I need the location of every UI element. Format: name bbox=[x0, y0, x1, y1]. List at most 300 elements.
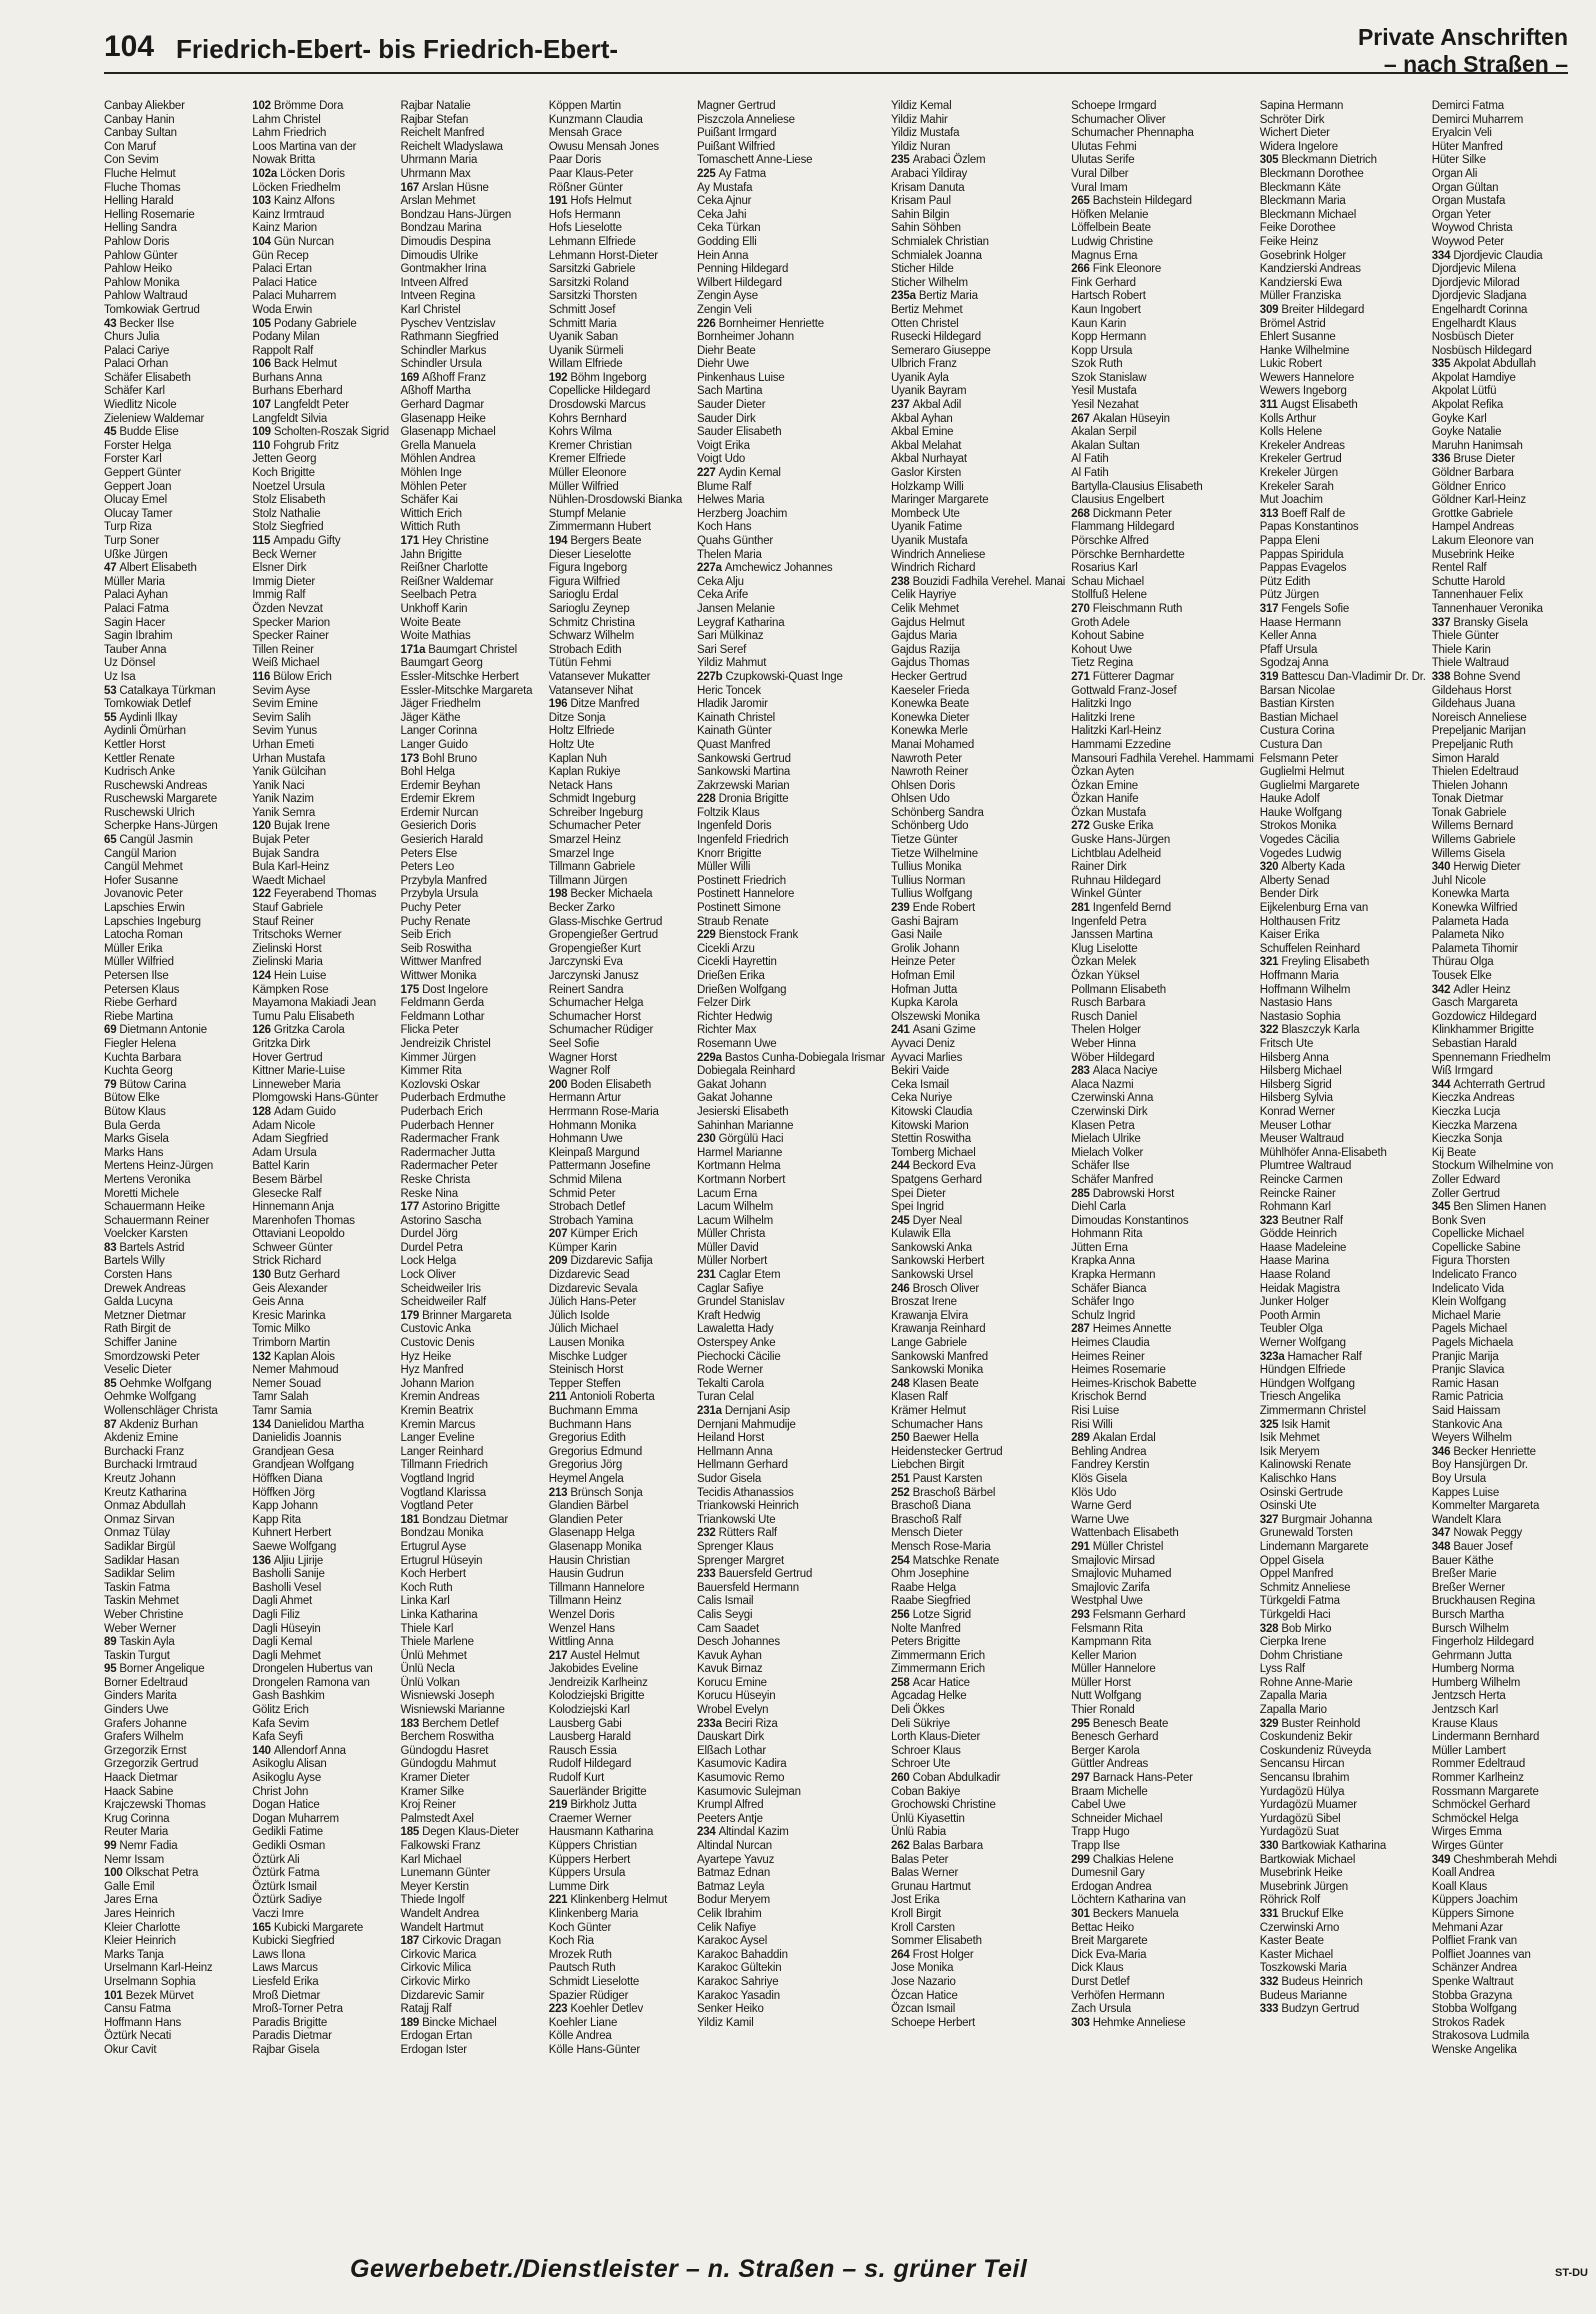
address-entry: Craemer Werner bbox=[548, 1812, 632, 1825]
address-entry: Sankowski Herbert bbox=[891, 1255, 985, 1268]
address-entry: Seelbach Petra bbox=[400, 589, 477, 602]
house-number: 333 bbox=[1259, 2003, 1279, 2016]
address-entry: Stockum Wilhelmine von bbox=[1431, 1160, 1554, 1173]
address-entry: Reinert Sandra bbox=[548, 983, 624, 996]
address-entry: Heinze Peter bbox=[891, 956, 956, 969]
address-entry: Bütow Elke bbox=[104, 1092, 160, 1105]
address-entry: Uyanik Mustafa bbox=[891, 535, 968, 547]
address-entry: Koall Klaus bbox=[1431, 1880, 1488, 1893]
house-number: 248 bbox=[891, 1377, 910, 1390]
address-entry: Strobach Detlef bbox=[548, 1201, 626, 1214]
address-entry: Jost Erika bbox=[891, 1894, 940, 1907]
address-entry: Ohlsen Doris bbox=[891, 779, 956, 792]
address-entry: Helling Sandra bbox=[104, 222, 177, 235]
address-entry: Löchtern Katharina van bbox=[1071, 1894, 1186, 1907]
address-entry: Bondzau Hans-Jürgen bbox=[400, 208, 512, 221]
address-entry: Pautsch Ruth bbox=[548, 1962, 616, 1975]
address-entry: Korucu Hüseyin bbox=[697, 1690, 776, 1703]
address-entry: Gashi Bajram bbox=[891, 915, 959, 928]
address-entry: Ünlü Necla bbox=[400, 1663, 455, 1676]
address-entry: Klasen Ralf bbox=[891, 1391, 948, 1404]
address-entry: Karakoc Sahriye bbox=[697, 1975, 779, 1988]
header-divider bbox=[104, 72, 1568, 74]
address-entry: Ohm Josephine bbox=[891, 1568, 969, 1581]
address-entry: Akalan Sultan bbox=[1071, 439, 1140, 452]
house-number: 328 bbox=[1259, 1622, 1279, 1635]
address-entry: Riebe Gerhard bbox=[104, 997, 177, 1010]
address-entry: Palameta Tihomir bbox=[1431, 942, 1519, 955]
address-entry: Uhrmann Max bbox=[400, 167, 471, 180]
address-entry: Copellicke Hildegard bbox=[548, 385, 651, 398]
address-entry: 291 Müller Christel bbox=[1071, 1540, 1164, 1553]
address-entry: Kaster Beate bbox=[1259, 1935, 1324, 1948]
address-entry: Mayamona Makiadi Jean bbox=[252, 997, 376, 1010]
address-entry: Puchy Renate bbox=[400, 915, 471, 928]
address-entry: Veselic Dieter bbox=[104, 1364, 172, 1377]
address-entry: Manai Mohamed bbox=[891, 738, 975, 751]
house-number: 285 bbox=[1071, 1187, 1090, 1200]
address-entry: Glandien Bärbel bbox=[548, 1500, 629, 1513]
address-entry: Raabe Helga bbox=[891, 1581, 956, 1594]
address-entry: 221 Klinkenberg Helmut bbox=[548, 1894, 668, 1907]
address-entry: Maringer Margarete bbox=[891, 494, 989, 507]
address-entry: Helwes Maria bbox=[697, 494, 765, 507]
house-number: 209 bbox=[548, 1255, 568, 1268]
address-entry: Schmitz Anneliese bbox=[1259, 1581, 1351, 1594]
address-entry: Haase Madeleine bbox=[1259, 1241, 1347, 1254]
house-number: 338 bbox=[1431, 670, 1451, 683]
address-entry: Cangül Mehmet bbox=[104, 861, 183, 874]
address-entry: Akpolat Lütfü bbox=[1431, 385, 1497, 398]
address-entry: Coban Bakiye bbox=[891, 1785, 961, 1798]
address-entry: Rappolt Ralf bbox=[252, 344, 314, 357]
address-entry: Durdel Jörg bbox=[400, 1228, 458, 1241]
address-entry: 69 Dietmann Antonie bbox=[104, 1024, 207, 1037]
address-entry: Calis Seygi bbox=[697, 1608, 753, 1621]
address-entry: Hyz Heike bbox=[400, 1350, 452, 1363]
address-entry: Kafa Seyfi bbox=[252, 1731, 303, 1744]
address-entry: Gozdowicz Hildegard bbox=[1431, 1010, 1537, 1023]
address-entry: Schänzer Andrea bbox=[1431, 1962, 1517, 1975]
address-entry: Richter Hedwig bbox=[697, 1010, 773, 1023]
address-entry: 285 Dabrowski Horst bbox=[1071, 1187, 1175, 1200]
address-entry: Herzberg Joachim bbox=[697, 507, 788, 520]
address-entry: Gakat Johanne bbox=[697, 1092, 773, 1105]
address-entry: Maruhn Hanimsah bbox=[1431, 439, 1523, 452]
address-entry: Kainath Günter bbox=[697, 725, 772, 738]
address-entry: Risi Willi bbox=[1071, 1418, 1113, 1431]
address-entry: Deli Sükriye bbox=[891, 1717, 950, 1730]
address-entry: Kapp Rita bbox=[252, 1513, 301, 1526]
address-entry: Müller Wilfried bbox=[104, 956, 174, 969]
house-number: 321 bbox=[1259, 956, 1279, 969]
house-number: 191 bbox=[548, 195, 568, 208]
address-entry: 309 Breiter Hildegard bbox=[1259, 303, 1365, 316]
address-entry: Uyanik Sürmeli bbox=[548, 344, 624, 357]
address-entry: Rohmann Karl bbox=[1259, 1201, 1331, 1214]
address-entry: Kavuk Birnaz bbox=[697, 1663, 763, 1676]
address-entry: Pollmann Elisabeth bbox=[1071, 983, 1167, 996]
address-entry: Quast Manfred bbox=[697, 738, 771, 751]
address-entry: Felsmann Rita bbox=[1071, 1622, 1143, 1635]
address-entry: 329 Buster Reinhold bbox=[1259, 1717, 1361, 1730]
address-entry: Hein Anna bbox=[697, 249, 749, 262]
address-entry: Pütz Edith bbox=[1259, 575, 1311, 588]
address-entry: Wollenschläger Christa bbox=[104, 1405, 218, 1417]
address-entry: 128 Adam Guido bbox=[252, 1105, 336, 1118]
address-entry: Schmöckel Helga bbox=[1431, 1812, 1519, 1825]
address-entry: Stolz Siegfried bbox=[252, 521, 324, 534]
address-entry: Zimmermann Erich bbox=[891, 1663, 985, 1676]
address-entry: Lehmann Elfriede bbox=[548, 235, 636, 248]
address-entry: Sapina Hermann bbox=[1259, 100, 1344, 112]
address-entry: Teubler Olga bbox=[1259, 1323, 1323, 1336]
address-entry: Krisam Danuta bbox=[891, 181, 965, 194]
address-entry: Cirkovic Marica bbox=[400, 1948, 477, 1961]
address-entry: Jose Monika bbox=[891, 1962, 954, 1975]
address-entry: Woywod Christa bbox=[1431, 222, 1513, 235]
address-entry: Hecker Gertrud bbox=[891, 670, 967, 683]
address-entry: Konewka Wilfried bbox=[1431, 902, 1518, 915]
address-entry: Nastasio Hans bbox=[1259, 997, 1332, 1010]
address-entry: Galle Emil bbox=[104, 1880, 155, 1893]
address-entry: Kresic Marinka bbox=[252, 1309, 326, 1322]
address-entry: Kremin Andreas bbox=[400, 1391, 480, 1404]
address-entry: Ludwig Christine bbox=[1071, 235, 1153, 248]
address-entry: 43 Becker Ilse bbox=[104, 317, 175, 330]
address-entry: Schroer Ute bbox=[891, 1758, 951, 1771]
address-entry: 185 Degen Klaus-Dieter bbox=[400, 1826, 519, 1839]
address-entry: Harmel Marianne bbox=[697, 1146, 783, 1159]
address-entry: Hofman Emil bbox=[891, 970, 955, 982]
address-entry: Breit Margarete bbox=[1071, 1935, 1148, 1948]
address-entry: Wisniewski Marianne bbox=[400, 1704, 505, 1717]
address-entry: Sadiklar Birgül bbox=[104, 1540, 176, 1553]
house-number: 171 bbox=[400, 535, 420, 547]
address-entry: Benesch Gerhard bbox=[1071, 1731, 1159, 1744]
address-entry: Cierpka Irene bbox=[1259, 1636, 1327, 1649]
address-entry: Tomaschett Anne-Liese bbox=[697, 154, 813, 167]
address-entry: Wandelt Andrea bbox=[400, 1907, 480, 1920]
address-entry: 229 Bienstock Frank bbox=[697, 929, 799, 942]
address-entry: Karakoc Yasadin bbox=[697, 1989, 780, 2002]
house-number: 106 bbox=[252, 358, 271, 371]
address-entry: Kandzierski Ewa bbox=[1259, 276, 1342, 289]
page-number: 104 bbox=[104, 30, 155, 63]
address-entry: 334 Djordjevic Claudia bbox=[1431, 249, 1543, 262]
address-entry: Öztürk Necati bbox=[104, 2030, 172, 2043]
address-entry: Drießen Erika bbox=[697, 970, 765, 982]
address-entry: Sankowski Gertrud bbox=[697, 752, 791, 765]
address-entry: 256 Lotze Sigrid bbox=[891, 1608, 971, 1621]
address-entry: Celik Hayriye bbox=[891, 589, 957, 602]
address-entry: Palaci Orhan bbox=[104, 358, 169, 371]
address-entry: Schumacher Oliver bbox=[1071, 113, 1166, 126]
address-entry: Kieczka Lucja bbox=[1431, 1105, 1501, 1118]
address-entry: Dick Eva-Maria bbox=[1071, 1948, 1147, 1961]
address-entry: Fritsch Ute bbox=[1259, 1037, 1314, 1050]
address-entry: Akalan Serpil bbox=[1071, 426, 1137, 439]
address-entry: Krumpl Alfred bbox=[697, 1799, 764, 1812]
address-entry: 102 Brömme Dora bbox=[252, 100, 344, 112]
address-entry: 211 Antonioli Roberta bbox=[548, 1391, 655, 1404]
address-entry: Osinski Ute bbox=[1259, 1500, 1317, 1513]
address-entry: Schäfer Ilse bbox=[1071, 1160, 1130, 1173]
house-number: 250 bbox=[891, 1432, 910, 1445]
address-entry: Woite Mathias bbox=[400, 630, 471, 643]
address-entry: Vural Imam bbox=[1071, 181, 1128, 194]
address-entry: Pfaff Ursula bbox=[1259, 643, 1318, 656]
address-entry: Tillmann Friedrich bbox=[400, 1459, 488, 1472]
address-entry: Kreutz Katharina bbox=[104, 1486, 187, 1499]
address-entry: Smajlovic Zarifa bbox=[1071, 1581, 1150, 1594]
address-entry: Penning Hildegard bbox=[697, 263, 789, 276]
address-entry: Rossmann Margarete bbox=[1431, 1785, 1539, 1798]
house-number: 311 bbox=[1259, 399, 1278, 412]
address-entry: Reincke Rainer bbox=[1259, 1187, 1336, 1200]
address-entry: Kieczka Marzena bbox=[1431, 1119, 1517, 1132]
address-entry: Küppers Simone bbox=[1431, 1907, 1514, 1920]
address-entry: Schutte Harold bbox=[1431, 575, 1506, 588]
address-entry: Glasenapp Michael bbox=[400, 426, 496, 439]
house-number: 345 bbox=[1431, 1201, 1451, 1214]
address-entry: Gropengießer Gertrud bbox=[548, 929, 658, 942]
address-entry: Przybyla Ursula bbox=[400, 888, 479, 901]
address-entry: Hilsberg Sylvia bbox=[1259, 1092, 1333, 1105]
address-entry: Basholli Sanije bbox=[252, 1568, 325, 1581]
address-entry: Burhans Anna bbox=[252, 371, 323, 384]
address-entry: Löcken Friedhelm bbox=[252, 181, 341, 194]
address-entry: Jütten Erna bbox=[1071, 1241, 1128, 1254]
address-entry: 268 Dickmann Peter bbox=[1071, 507, 1172, 520]
address-entry: Peters Else bbox=[400, 847, 458, 860]
address-entry: 213 Brünsch Sonja bbox=[548, 1486, 643, 1499]
address-entry: Cirkovic Mirko bbox=[400, 1975, 470, 1988]
address-entry: Kremin Marcus bbox=[400, 1418, 476, 1431]
address-entry: Karakoc Bahaddin bbox=[697, 1948, 788, 1961]
address-entry: Leygraf Katharina bbox=[697, 616, 785, 629]
house-number: 116 bbox=[252, 670, 271, 683]
address-entry: Seel Sofie bbox=[548, 1037, 600, 1050]
address-entry: Vaczi Imre bbox=[252, 1907, 304, 1920]
footer-note: Gewerbebetr./Dienstleister – n. Straßen – s. grüner Teil bbox=[350, 2255, 1028, 2283]
address-entry: Krause Klaus bbox=[1431, 1717, 1498, 1730]
address-entry: Strokos Radek bbox=[1431, 2016, 1505, 2029]
address-entry: Heiland Horst bbox=[697, 1432, 765, 1445]
address-entry: Kettler Renate bbox=[104, 752, 175, 765]
address-entry: Strobach Yamina bbox=[548, 1214, 633, 1227]
address-entry: Pappa Eleni bbox=[1259, 535, 1320, 547]
address-entry: Höffken Diana bbox=[252, 1472, 323, 1485]
address-entry: Hofs Lieselotte bbox=[548, 222, 622, 235]
address-entry: Pahlow Waltraud bbox=[104, 290, 188, 303]
address-entry: Olszewski Monika bbox=[891, 1010, 980, 1023]
address-entry: Kleinpaß Margund bbox=[548, 1146, 640, 1159]
address-entry: Sauder Dirk bbox=[697, 412, 756, 425]
address-entry: Olucay Emel bbox=[104, 494, 167, 507]
house-number: 283 bbox=[1071, 1065, 1090, 1078]
address-entry: Junker Holger bbox=[1259, 1296, 1329, 1309]
address-entry: Wittwer Manfred bbox=[400, 956, 482, 969]
house-number: 252 bbox=[891, 1486, 910, 1499]
address-entry: Ottaviani Leopoldo bbox=[252, 1228, 345, 1241]
address-entry: Woda Erwin bbox=[252, 303, 313, 316]
address-entry: 349 Cheshmberah Mehdi bbox=[1431, 1853, 1557, 1866]
address-entry: Gedikli Osman bbox=[252, 1840, 326, 1852]
address-entry: Dauskart Dirk bbox=[697, 1731, 765, 1744]
address-entry: Balas Werner bbox=[891, 1867, 959, 1880]
address-entry: Dumesnil Gary bbox=[1071, 1867, 1145, 1880]
house-number: 235 bbox=[891, 154, 910, 167]
address-entry: Essler-Mitschke Margareta bbox=[400, 684, 533, 697]
address-entry: Copellicke Michael bbox=[1431, 1228, 1525, 1241]
address-entry: Zielinski Horst bbox=[252, 942, 322, 955]
house-number: 336 bbox=[1431, 453, 1451, 466]
address-entry: Lyss Ralf bbox=[1259, 1663, 1305, 1676]
address-entry: Bastian Kirsten bbox=[1259, 698, 1335, 711]
address-entry: Custovic Denis bbox=[400, 1337, 475, 1350]
address-entry: Zieleniew Waldemar bbox=[104, 412, 205, 425]
address-entry: Fink Gerhard bbox=[1071, 276, 1136, 289]
house-number: 192 bbox=[548, 371, 568, 384]
address-entry: 167 Arslan Hüsne bbox=[400, 181, 489, 194]
address-entry: Loos Martina van der bbox=[252, 140, 357, 153]
address-entry: 173 Bohl Bruno bbox=[400, 752, 477, 765]
address-entry: Ulutas Fehmi bbox=[1071, 140, 1137, 153]
address-entry: Uz Dönsel bbox=[104, 657, 156, 670]
address-entry: Jendreizik Karlheinz bbox=[548, 1676, 648, 1689]
address-entry: Mansouri Fadhila Verehel. Hammami bbox=[1071, 752, 1254, 765]
listing-column bbox=[252, 100, 394, 2240]
address-entry: Rath Birgit de bbox=[104, 1323, 171, 1336]
address-entry: Latocha Roman bbox=[104, 929, 183, 942]
address-entry: Ertugrul Ayse bbox=[400, 1540, 467, 1553]
address-entry: Tillmann Hannelore bbox=[548, 1581, 645, 1594]
address-entry: Holtz Elfriede bbox=[548, 725, 615, 738]
address-entry: 226 Bornheimer Henriette bbox=[697, 317, 824, 330]
address-entry: Grafers Wilhelm bbox=[104, 1731, 184, 1744]
address-entry: Ceka Nuriye bbox=[891, 1092, 953, 1105]
address-entry: Keller Marion bbox=[1071, 1649, 1137, 1662]
house-number: 346 bbox=[1431, 1445, 1451, 1458]
house-number: 299 bbox=[1071, 1853, 1090, 1866]
address-entry: Humberg Norma bbox=[1431, 1663, 1515, 1676]
address-entry: 283 Alaca Naciye bbox=[1071, 1065, 1158, 1078]
address-entry: 335 Akpolat Abdullah bbox=[1431, 358, 1536, 371]
address-entry: Smordzowski Peter bbox=[104, 1350, 200, 1363]
address-entry: Hohmann Uwe bbox=[548, 1133, 623, 1146]
address-entry: Spazier Rüdiger bbox=[548, 1989, 629, 2002]
address-entry: Hoffmann Wilhelm bbox=[1259, 983, 1351, 996]
address-entry: Langer Reinhard bbox=[400, 1445, 484, 1458]
address-entry: 250 Baewer Hella bbox=[891, 1432, 979, 1445]
address-entry: Lock Oliver bbox=[400, 1269, 456, 1282]
address-entry: Schau Michael bbox=[1071, 575, 1144, 588]
address-entry: Jares Erna bbox=[104, 1894, 158, 1907]
address-entry: Durdel Petra bbox=[400, 1241, 463, 1254]
address-entry: 207 Kümper Erich bbox=[548, 1228, 638, 1241]
address-entry: Thiele Günter bbox=[1431, 630, 1499, 643]
address-entry: Mielach Ulrike bbox=[1071, 1133, 1141, 1146]
address-entry: Ramic Hasan bbox=[1431, 1377, 1499, 1390]
house-number: 110 bbox=[252, 439, 271, 452]
house-number: 309 bbox=[1259, 303, 1279, 316]
address-entry: Wittich Erich bbox=[400, 507, 462, 520]
address-entry: Kommelter Margareta bbox=[1431, 1500, 1540, 1513]
address-entry: Holtz Ute bbox=[548, 738, 595, 751]
address-entry: Broszat Irene bbox=[891, 1296, 957, 1309]
house-number: 246 bbox=[891, 1282, 910, 1295]
address-entry: Drongelen Ramona van bbox=[252, 1676, 370, 1689]
address-entry: Konewka Merle bbox=[891, 725, 968, 738]
address-entry: Lorth Klaus-Dieter bbox=[891, 1731, 981, 1744]
address-entry: Ohlsen Udo bbox=[891, 793, 950, 806]
address-entry: Stankovic Ana bbox=[1431, 1418, 1503, 1431]
address-entry: Gasch Margareta bbox=[1431, 997, 1518, 1010]
address-entry: Sebastian Harald bbox=[1431, 1037, 1517, 1050]
address-entry: 198 Becker Michaela bbox=[548, 888, 653, 901]
address-entry: Turp Soner bbox=[104, 535, 160, 547]
address-entry: Dimoudis Ulrike bbox=[400, 249, 479, 262]
house-number: 231 bbox=[697, 1269, 716, 1282]
address-entry: Con Maruf bbox=[104, 140, 156, 153]
listing-column bbox=[697, 100, 885, 2240]
house-number: 100 bbox=[104, 1867, 123, 1880]
house-number: 256 bbox=[891, 1608, 910, 1621]
address-entry: Kettler Horst bbox=[104, 738, 166, 751]
address-entry: Hündgen Wolfgang bbox=[1259, 1377, 1355, 1390]
address-entry: Peters Brigitte bbox=[891, 1636, 961, 1649]
address-entry: Osinski Gertrude bbox=[1259, 1486, 1343, 1499]
address-entry: Glandien Peter bbox=[548, 1513, 623, 1526]
address-entry: Kopp Ursula bbox=[1071, 344, 1133, 357]
address-entry: Heidenstecker Gertrud bbox=[891, 1445, 1003, 1458]
house-number: 87 bbox=[104, 1418, 117, 1431]
address-entry: 100 Olkschat Petra bbox=[104, 1867, 199, 1880]
listing-column bbox=[401, 100, 543, 2240]
address-entry: Musebrink Heike bbox=[1431, 548, 1515, 561]
house-number: 227a bbox=[697, 562, 722, 575]
address-entry: Weber Hinna bbox=[1071, 1037, 1136, 1050]
address-entry: Sahin Söhben bbox=[891, 222, 961, 235]
address-entry: Grolik Johann bbox=[891, 942, 960, 955]
house-number: 271 bbox=[1071, 670, 1090, 683]
address-entry: 320 Alberty Kada bbox=[1259, 861, 1345, 874]
address-entry: Özden Nevzat bbox=[252, 602, 323, 615]
address-entry: Kafa Sevim bbox=[252, 1717, 310, 1730]
address-entry: Rommer Karlheinz bbox=[1431, 1772, 1524, 1785]
address-entry: Kaiser Erika bbox=[1259, 929, 1320, 942]
address-entry: Hanke Wilhelmine bbox=[1259, 344, 1350, 357]
address-entry: Nemer Mahmoud bbox=[252, 1364, 339, 1377]
address-entry: Marks Hans bbox=[104, 1146, 164, 1159]
address-entry: Sarsitzki Roland bbox=[548, 276, 629, 289]
address-entry: Richter Max bbox=[697, 1024, 757, 1037]
address-entry: Bornheimer Johann bbox=[697, 331, 794, 344]
address-entry: Kittner Marie-Luise bbox=[252, 1065, 345, 1078]
address-entry: Jose Nazario bbox=[891, 1975, 956, 1988]
address-entry: 223 Koehler Detlev bbox=[548, 2003, 643, 2016]
address-entry: 239 Ende Robert bbox=[891, 902, 975, 915]
address-entry: Kremer Christian bbox=[548, 439, 632, 452]
address-entry: Kozlovski Oskar bbox=[400, 1078, 480, 1091]
address-entry: 55 Aydinli Ilkay bbox=[104, 711, 178, 724]
house-number: 225 bbox=[697, 167, 716, 180]
address-entry: Nawroth Reiner bbox=[891, 766, 969, 779]
address-listing bbox=[104, 100, 1574, 2240]
address-entry: Yurdagözü Muamer bbox=[1259, 1799, 1357, 1812]
address-entry: Bettac Heiko bbox=[1071, 1921, 1134, 1934]
